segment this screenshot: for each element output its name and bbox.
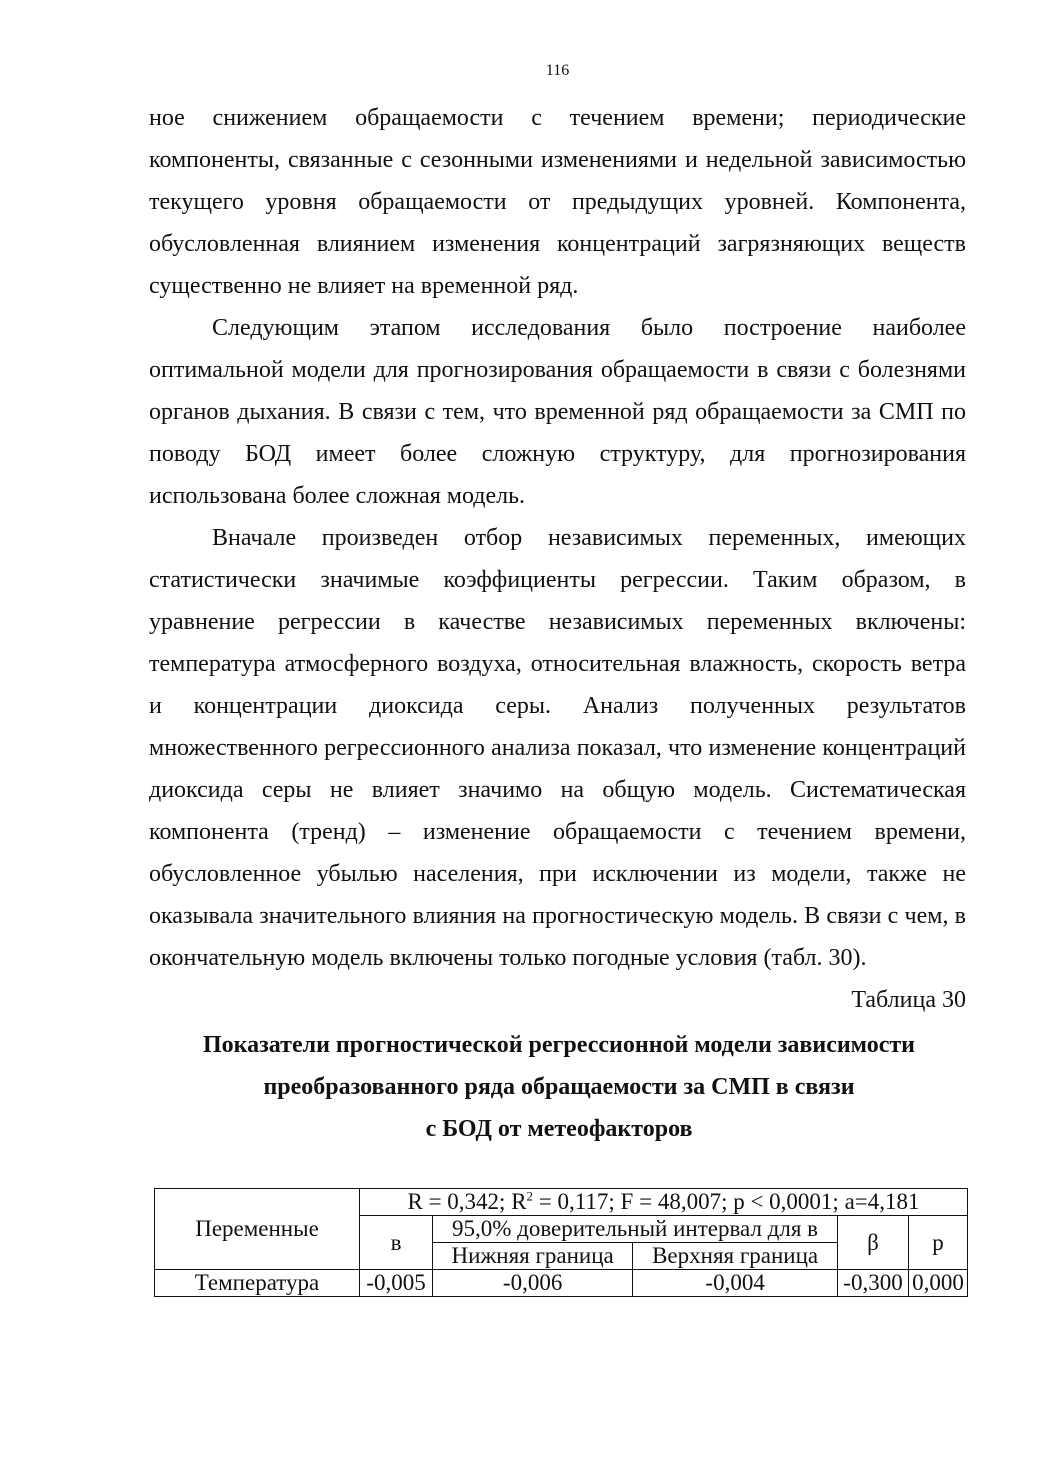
cell-beta: -0,300 [838, 1270, 909, 1297]
stats-prefix: R = 0,342; R [407, 1189, 527, 1214]
paragraph-2: Следующим этапом исследования было построение наиболее оптимальной модели для прогнозирования обращаемости в связи с болезнями органов дыхания. В связи с тем, что временной ряд обращаемости за СМП по поводу БОД имеет более сложную структуру, для прогнозирования использована более сложная модель. [149, 315, 966, 509]
header-variables: Переменные [155, 1189, 360, 1270]
stats-superscript: 2 [526, 1188, 534, 1204]
header-upper-bound: Верхняя граница [633, 1243, 838, 1270]
cell-b: -0,005 [360, 1270, 433, 1297]
page-number: 116 [545, 62, 570, 79]
document-body [149, 97, 966, 1150]
paragraph-3: Вначале произведен отбор независимых переменных, имеющих статистически значимые коэффициенты регрессии. Таким образом, в уравнение регрессии в качестве независимых переменных включены: температура атмосферного воздуха, относительная влажность, скорость ветра и концентрации диоксида серы. Анализ полученных результатов множественного регрессионного анализа показал, что изменение концентраций диоксида серы не влияет значимо на общую модель. Систематическая компонента (тренд) – изменение обращаемости с течением времени, обусловленное убылью населения, при исключении из модели, также не оказывала значительного влияния на прогностическую модель. В связи с чем, в окончательную модель включены только погодные условия (табл. 30). [149, 525, 966, 971]
table-row [155, 1270, 968, 1297]
regression-table [154, 1188, 968, 1297]
header-beta: β [838, 1216, 909, 1270]
header-confidence-interval: 95,0% доверительный интервал для в [433, 1216, 838, 1243]
cell-upper: -0,004 [633, 1270, 838, 1297]
header-p: р [909, 1216, 968, 1270]
table-title-line-3: с БОД от метеофакторов [425, 1116, 693, 1142]
table-title-line-2: преобразованного ряда обращаемости за СМП в связи [263, 1074, 855, 1100]
paragraph-1: ное снижением обращаемости с течением времени; периодические компоненты, связанные с сезонными изменениями и недельной зависимостью текущего уровня обращаемости от предыдущих уровней. Компонента, обусловленная влиянием изменения концентраций загрязняющих веществ существенно не влияет на временной ряд. [149, 105, 966, 299]
stats-suffix: = 0,117; F = 48,007; р < 0,0001; a=4,181 [533, 1189, 920, 1214]
header-b: в [360, 1216, 433, 1270]
table-label: Таблица 30 [851, 987, 966, 1013]
cell-p: 0,000 [909, 1270, 968, 1297]
model-stats [360, 1189, 968, 1216]
table-title-line-1: Показатели прогностической регрессионной модели зависимости [203, 1032, 915, 1058]
cell-lower: -0,006 [433, 1270, 633, 1297]
header-lower-bound: Нижняя граница [433, 1243, 633, 1270]
cell-variable: Температура [155, 1270, 360, 1297]
